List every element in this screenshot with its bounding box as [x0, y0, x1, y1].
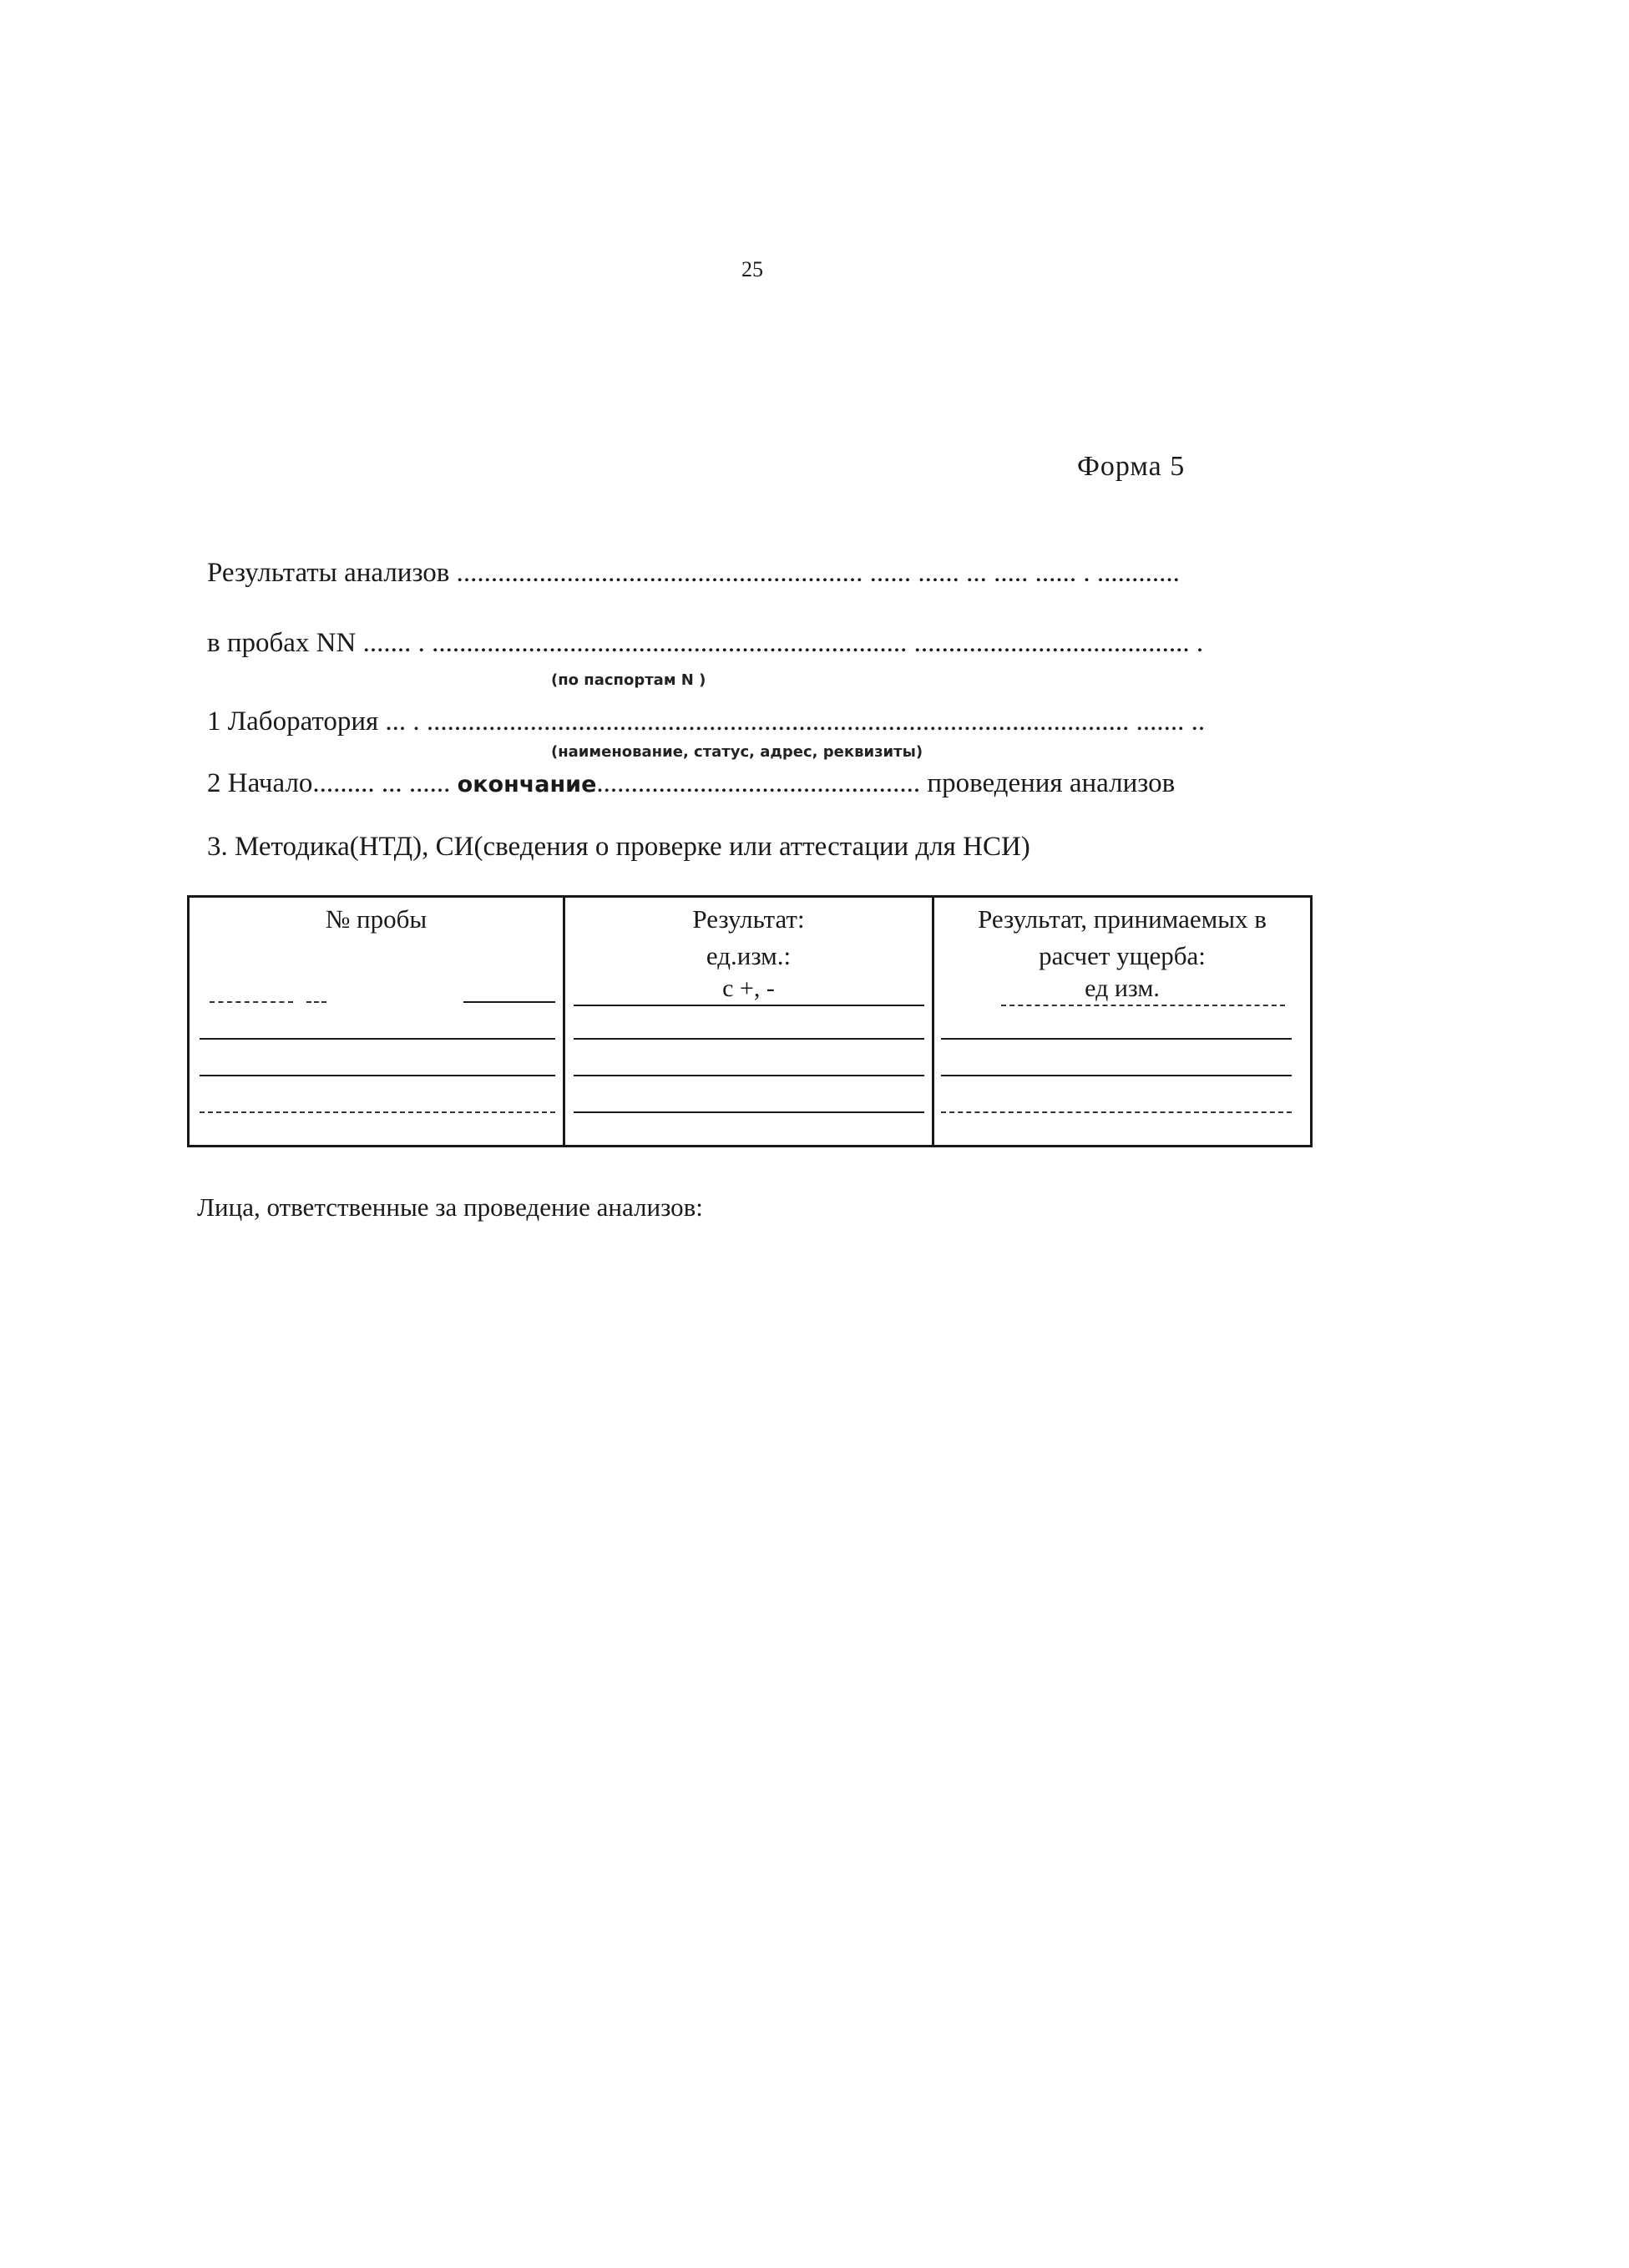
table-rule [463, 1001, 555, 1003]
accepted-result-unit: ед изм. [1085, 975, 1160, 1002]
table-row-rule [574, 1075, 924, 1076]
results-table [187, 895, 1313, 1147]
result-header [565, 901, 932, 975]
table-rule [574, 1005, 924, 1006]
result-unit: c +, - [722, 975, 775, 1002]
result-header-line2: ед.изм.: [706, 941, 792, 970]
laboratory-line: 1 Лаборатория ... . ...................................................................................................... ....... .. [207, 706, 1206, 737]
sample-number-header: № пробы [325, 904, 427, 934]
results-line: Результаты анализов ........................................................... ...... ...... ... ..... ...... . ............ [207, 558, 1180, 588]
laboratory-caption: (наименование, статус, адрес, реквизиты) [551, 743, 923, 761]
table-rule [1001, 1005, 1285, 1006]
method-line: 3. Методика(НТД), СИ(сведения о проверке или аттестации для НСИ) [207, 832, 1030, 862]
result-header-line1: Результат: [692, 904, 805, 934]
end-label: окончание [457, 772, 597, 797]
accepted-result-header-line2: расчет ущерба: [1039, 941, 1206, 970]
table-row-rule [941, 1038, 1292, 1040]
table-row-rule [941, 1111, 1292, 1113]
start-label: 2 Начало......... ... ...... [207, 768, 451, 798]
table-row-rule [574, 1111, 924, 1113]
table-rule [210, 1001, 293, 1003]
table-row-rule [200, 1038, 555, 1040]
table-row-rule [941, 1075, 1292, 1076]
accepted-result-header [934, 901, 1310, 975]
responsible-persons-line: Лица, ответственные за проведение анализов: [197, 1192, 703, 1222]
page-number: 25 [741, 257, 763, 281]
table-rule [306, 1001, 326, 1003]
sample-number-column [190, 898, 565, 1145]
end-suffix: ............................................... проведения анализов [596, 768, 1176, 798]
accepted-result-header-line1: Результат, принимаемых в [978, 904, 1267, 934]
samples-caption: (по паспортам N ) [551, 671, 706, 689]
form-label: Форма 5 [1077, 451, 1186, 482]
table-row-rule [200, 1111, 555, 1113]
samples-line: в пробах NN ....... . ..................................................................... ........................................ . [207, 628, 1204, 658]
table-row-rule [574, 1038, 924, 1040]
accepted-result-column [934, 898, 1310, 1145]
analysis-period-line [207, 768, 1175, 799]
result-column [565, 898, 934, 1145]
table-row-rule [200, 1075, 555, 1076]
